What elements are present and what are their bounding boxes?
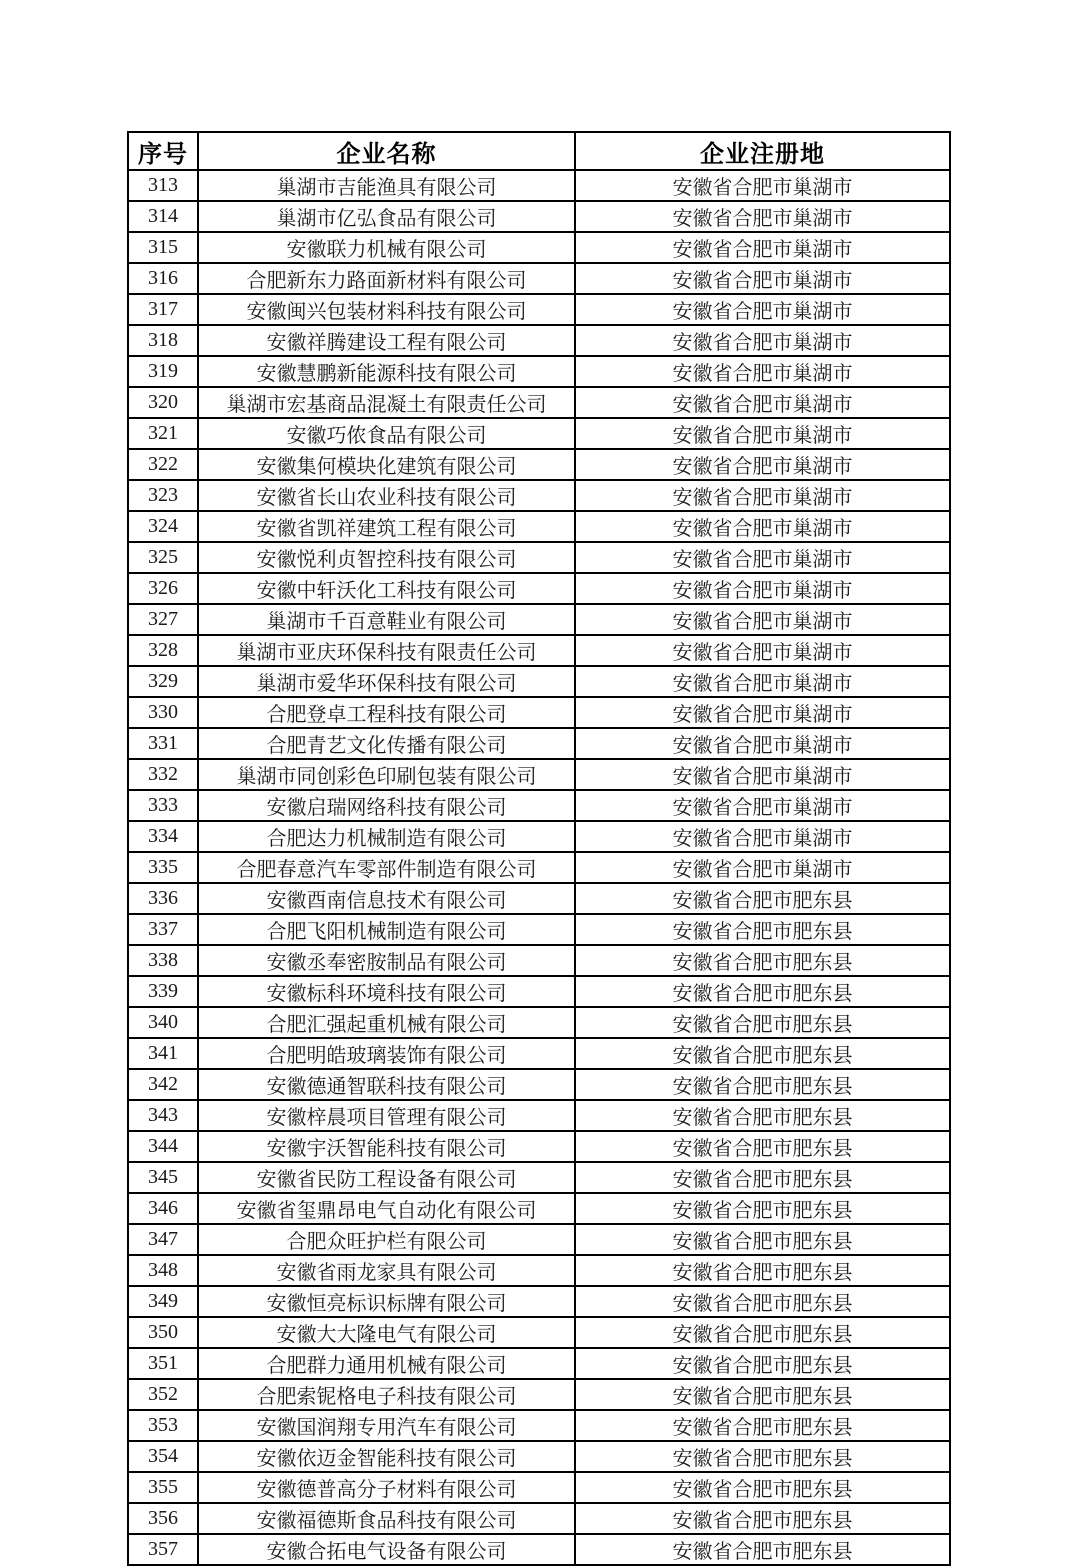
cell-name: 安徽梓晨项目管理有限公司	[198, 1100, 575, 1131]
cell-index: 328	[128, 635, 198, 666]
cell-index: 325	[128, 542, 198, 573]
column-header-name: 企业名称	[198, 132, 575, 170]
cell-index: 320	[128, 387, 198, 418]
cell-index: 322	[128, 449, 198, 480]
table-row	[128, 573, 950, 604]
table-row	[128, 387, 950, 418]
cell-name: 安徽闽兴包装材料科技有限公司	[198, 294, 575, 325]
cell-name: 合肥群力通用机械有限公司	[198, 1348, 575, 1379]
cell-name: 安徽酉南信息技术有限公司	[198, 883, 575, 914]
table-row	[128, 759, 950, 790]
cell-name: 巢湖市宏基商品混凝土有限责任公司	[198, 387, 575, 418]
table-row	[128, 1472, 950, 1503]
cell-region: 安徽省合肥市肥东县	[575, 1410, 950, 1441]
cell-name: 巢湖市吉能渔具有限公司	[198, 170, 575, 201]
cell-name: 安徽慧鹏新能源科技有限公司	[198, 356, 575, 387]
cell-name: 安徽启瑞网络科技有限公司	[198, 790, 575, 821]
cell-index: 335	[128, 852, 198, 883]
cell-name: 巢湖市同创彩色印刷包装有限公司	[198, 759, 575, 790]
cell-name: 合肥达力机械制造有限公司	[198, 821, 575, 852]
cell-index: 332	[128, 759, 198, 790]
cell-index: 346	[128, 1193, 198, 1224]
cell-index: 339	[128, 976, 198, 1007]
cell-region: 安徽省合肥市肥东县	[575, 1224, 950, 1255]
cell-name: 安徽德通智联科技有限公司	[198, 1069, 575, 1100]
table-row	[128, 1503, 950, 1534]
cell-name: 安徽福德斯食品科技有限公司	[198, 1503, 575, 1534]
table-row	[128, 1224, 950, 1255]
cell-name: 合肥索铌格电子科技有限公司	[198, 1379, 575, 1410]
column-header-index: 序号	[128, 132, 198, 170]
cell-name: 合肥新东力路面新材料有限公司	[198, 263, 575, 294]
table-row	[128, 542, 950, 573]
cell-name: 安徽祥腾建设工程有限公司	[198, 325, 575, 356]
cell-region: 安徽省合肥市肥东县	[575, 1472, 950, 1503]
table-row	[128, 1255, 950, 1286]
cell-region: 安徽省合肥市巢湖市	[575, 356, 950, 387]
table-row	[128, 1100, 950, 1131]
table-body	[128, 170, 950, 1565]
cell-index: 318	[128, 325, 198, 356]
cell-name: 安徽德普高分子材料有限公司	[198, 1472, 575, 1503]
cell-region: 安徽省合肥市巢湖市	[575, 170, 950, 201]
table-row	[128, 635, 950, 666]
table-row	[128, 480, 950, 511]
cell-name: 合肥明皓玻璃装饰有限公司	[198, 1038, 575, 1069]
cell-region: 安徽省合肥市巢湖市	[575, 325, 950, 356]
table-row	[128, 1410, 950, 1441]
cell-index: 321	[128, 418, 198, 449]
cell-index: 331	[128, 728, 198, 759]
cell-region: 安徽省合肥市肥东县	[575, 1100, 950, 1131]
table-row	[128, 1286, 950, 1317]
cell-region: 安徽省合肥市肥东县	[575, 1348, 950, 1379]
table-row	[128, 356, 950, 387]
table-row	[128, 1007, 950, 1038]
cell-index: 343	[128, 1100, 198, 1131]
cell-name: 安徽省凯祥建筑工程有限公司	[198, 511, 575, 542]
table-row	[128, 201, 950, 232]
column-header-region: 企业注册地	[575, 132, 950, 170]
cell-name: 巢湖市亚庆环保科技有限责任公司	[198, 635, 575, 666]
cell-region: 安徽省合肥市巢湖市	[575, 387, 950, 418]
cell-index: 313	[128, 170, 198, 201]
table-row	[128, 1441, 950, 1472]
cell-name: 安徽省玺鼎昂电气自动化有限公司	[198, 1193, 575, 1224]
cell-name: 安徽省民防工程设备有限公司	[198, 1162, 575, 1193]
cell-region: 安徽省合肥市巢湖市	[575, 542, 950, 573]
table-row	[128, 852, 950, 883]
cell-index: 345	[128, 1162, 198, 1193]
cell-region: 安徽省合肥市肥东县	[575, 1038, 950, 1069]
cell-region: 安徽省合肥市巢湖市	[575, 635, 950, 666]
table-row	[128, 511, 950, 542]
cell-region: 安徽省合肥市巢湖市	[575, 852, 950, 883]
cell-region: 安徽省合肥市巢湖市	[575, 201, 950, 232]
table-header-row	[128, 132, 950, 170]
cell-name: 安徽宇沃智能科技有限公司	[198, 1131, 575, 1162]
cell-index: 317	[128, 294, 198, 325]
table-row	[128, 945, 950, 976]
cell-index: 337	[128, 914, 198, 945]
cell-region: 安徽省合肥市巢湖市	[575, 728, 950, 759]
cell-region: 安徽省合肥市肥东县	[575, 976, 950, 1007]
table-row	[128, 697, 950, 728]
table-row	[128, 449, 950, 480]
cell-name: 安徽合拓电气设备有限公司	[198, 1534, 575, 1565]
cell-index: 319	[128, 356, 198, 387]
cell-name: 合肥登卓工程科技有限公司	[198, 697, 575, 728]
cell-name: 巢湖市亿弘食品有限公司	[198, 201, 575, 232]
cell-name: 安徽省雨龙家具有限公司	[198, 1255, 575, 1286]
cell-name: 合肥飞阳机械制造有限公司	[198, 914, 575, 945]
cell-index: 340	[128, 1007, 198, 1038]
cell-index: 326	[128, 573, 198, 604]
cell-name: 安徽悦利贞智控科技有限公司	[198, 542, 575, 573]
cell-index: 353	[128, 1410, 198, 1441]
table-row	[128, 1131, 950, 1162]
table-row	[128, 790, 950, 821]
cell-index: 341	[128, 1038, 198, 1069]
cell-region: 安徽省合肥市肥东县	[575, 1131, 950, 1162]
table-row	[128, 1193, 950, 1224]
table-row	[128, 1069, 950, 1100]
cell-index: 323	[128, 480, 198, 511]
cell-region: 安徽省合肥市肥东县	[575, 1286, 950, 1317]
cell-region: 安徽省合肥市巢湖市	[575, 232, 950, 263]
cell-region: 安徽省合肥市肥东县	[575, 1007, 950, 1038]
table-row	[128, 1348, 950, 1379]
cell-index: 327	[128, 604, 198, 635]
cell-name: 安徽标科环境科技有限公司	[198, 976, 575, 1007]
cell-index: 351	[128, 1348, 198, 1379]
table-row	[128, 976, 950, 1007]
cell-index: 342	[128, 1069, 198, 1100]
table-row	[128, 883, 950, 914]
cell-name: 安徽省长山农业科技有限公司	[198, 480, 575, 511]
table-row	[128, 1038, 950, 1069]
cell-index: 354	[128, 1441, 198, 1472]
cell-name: 安徽丞奉密胺制品有限公司	[198, 945, 575, 976]
cell-index: 334	[128, 821, 198, 852]
cell-region: 安徽省合肥市巢湖市	[575, 511, 950, 542]
cell-name: 巢湖市千百意鞋业有限公司	[198, 604, 575, 635]
table-row	[128, 170, 950, 201]
table-row	[128, 418, 950, 449]
cell-region: 安徽省合肥市巢湖市	[575, 790, 950, 821]
cell-index: 316	[128, 263, 198, 294]
cell-name: 合肥汇强起重机械有限公司	[198, 1007, 575, 1038]
table-row	[128, 666, 950, 697]
cell-name: 巢湖市爱华环保科技有限公司	[198, 666, 575, 697]
cell-region: 安徽省合肥市肥东县	[575, 1317, 950, 1348]
cell-index: 357	[128, 1534, 198, 1565]
cell-region: 安徽省合肥市巢湖市	[575, 480, 950, 511]
cell-region: 安徽省合肥市肥东县	[575, 945, 950, 976]
cell-name: 安徽联力机械有限公司	[198, 232, 575, 263]
cell-region: 安徽省合肥市肥东县	[575, 1441, 950, 1472]
cell-region: 安徽省合肥市肥东县	[575, 1255, 950, 1286]
table-row	[128, 821, 950, 852]
cell-region: 安徽省合肥市肥东县	[575, 1069, 950, 1100]
cell-region: 安徽省合肥市肥东县	[575, 1534, 950, 1565]
cell-index: 356	[128, 1503, 198, 1534]
cell-name: 安徽中轩沃化工科技有限公司	[198, 573, 575, 604]
cell-region: 安徽省合肥市肥东县	[575, 1162, 950, 1193]
table-row	[128, 1534, 950, 1565]
cell-index: 355	[128, 1472, 198, 1503]
cell-region: 安徽省合肥市肥东县	[575, 1379, 950, 1410]
table-row	[128, 1317, 950, 1348]
cell-region: 安徽省合肥市巢湖市	[575, 263, 950, 294]
table-row	[128, 914, 950, 945]
cell-region: 安徽省合肥市肥东县	[575, 1503, 950, 1534]
cell-region: 安徽省合肥市肥东县	[575, 1193, 950, 1224]
table-row	[128, 1379, 950, 1410]
cell-region: 安徽省合肥市肥东县	[575, 914, 950, 945]
cell-region: 安徽省合肥市巢湖市	[575, 821, 950, 852]
table-row	[128, 604, 950, 635]
cell-index: 348	[128, 1255, 198, 1286]
cell-name: 安徽国润翔专用汽车有限公司	[198, 1410, 575, 1441]
cell-region: 安徽省合肥市巢湖市	[575, 418, 950, 449]
cell-index: 333	[128, 790, 198, 821]
cell-index: 314	[128, 201, 198, 232]
cell-name: 合肥青艺文化传播有限公司	[198, 728, 575, 759]
cell-name: 安徽大大隆电气有限公司	[198, 1317, 575, 1348]
cell-index: 347	[128, 1224, 198, 1255]
cell-name: 安徽集何模块化建筑有限公司	[198, 449, 575, 480]
cell-index: 350	[128, 1317, 198, 1348]
cell-name: 安徽恒亮标识标牌有限公司	[198, 1286, 575, 1317]
cell-index: 324	[128, 511, 198, 542]
cell-index: 338	[128, 945, 198, 976]
table-row	[128, 294, 950, 325]
table-row	[128, 325, 950, 356]
cell-index: 330	[128, 697, 198, 728]
cell-region: 安徽省合肥市巢湖市	[575, 294, 950, 325]
table-row	[128, 232, 950, 263]
cell-index: 344	[128, 1131, 198, 1162]
cell-index: 329	[128, 666, 198, 697]
cell-name: 安徽依迈金智能科技有限公司	[198, 1441, 575, 1472]
table-row	[128, 1162, 950, 1193]
cell-index: 352	[128, 1379, 198, 1410]
cell-region: 安徽省合肥市肥东县	[575, 883, 950, 914]
cell-region: 安徽省合肥市巢湖市	[575, 573, 950, 604]
cell-index: 349	[128, 1286, 198, 1317]
company-table	[127, 131, 951, 1566]
cell-region: 安徽省合肥市巢湖市	[575, 697, 950, 728]
table-row	[128, 263, 950, 294]
cell-index: 336	[128, 883, 198, 914]
table-row	[128, 728, 950, 759]
cell-name: 安徽巧侬食品有限公司	[198, 418, 575, 449]
cell-region: 安徽省合肥市巢湖市	[575, 449, 950, 480]
cell-name: 合肥春意汽车零部件制造有限公司	[198, 852, 575, 883]
cell-region: 安徽省合肥市巢湖市	[575, 604, 950, 635]
cell-region: 安徽省合肥市巢湖市	[575, 759, 950, 790]
cell-name: 合肥众旺护栏有限公司	[198, 1224, 575, 1255]
cell-index: 315	[128, 232, 198, 263]
cell-region: 安徽省合肥市巢湖市	[575, 666, 950, 697]
